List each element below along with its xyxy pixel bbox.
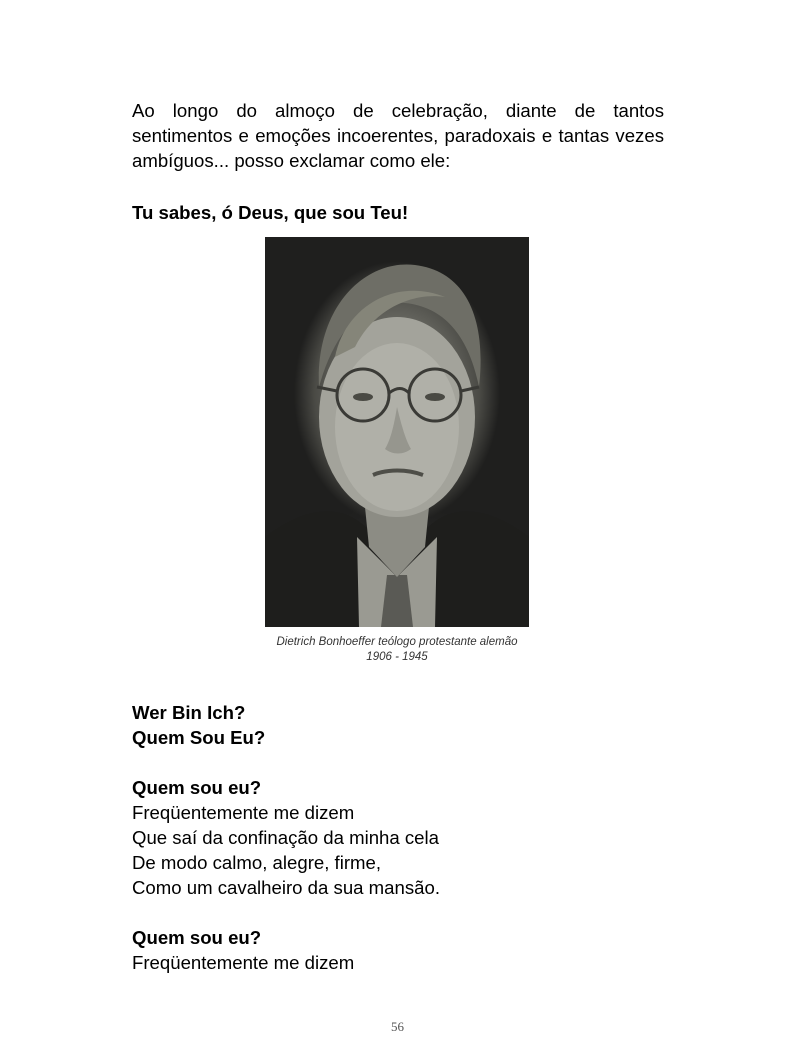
- exclamation-heading: Tu sabes, ó Deus, que sou Teu!: [132, 202, 409, 223]
- poem-title-portuguese: Quem Sou Eu?: [132, 727, 266, 748]
- poem-title-german: Wer Bin Ich?: [132, 702, 246, 723]
- portrait-photo: [265, 237, 529, 627]
- portrait-illustration: [265, 237, 529, 627]
- photo-caption-line2: 1906 - 1945: [366, 651, 428, 663]
- page-number: 56: [391, 1019, 404, 1034]
- stanza2-line: Freqüentemente me dizem: [132, 952, 355, 973]
- stanza1-line: Que saí da confinação da minha cela: [132, 827, 439, 848]
- stanza1-line: Freqüentemente me dizem: [132, 802, 355, 823]
- stanza1-question: Quem sou eu?: [132, 777, 262, 798]
- intro-paragraph: Ao longo do almoço de celebração, diante de tantos sentimentos e emoções incoerentes, paradoxais e tantas vezes ambíguos... posso exclamar como ele:: [132, 100, 664, 171]
- photo-caption-line1: Dietrich Bonhoeffer teólogo protestante alemão: [276, 636, 518, 648]
- stanza1-line: De modo calmo, alegre, firme,: [132, 852, 382, 873]
- stanza1-line: Como um cavalheiro da sua mansão.: [132, 877, 440, 898]
- stanza2-question: Quem sou eu?: [132, 927, 262, 948]
